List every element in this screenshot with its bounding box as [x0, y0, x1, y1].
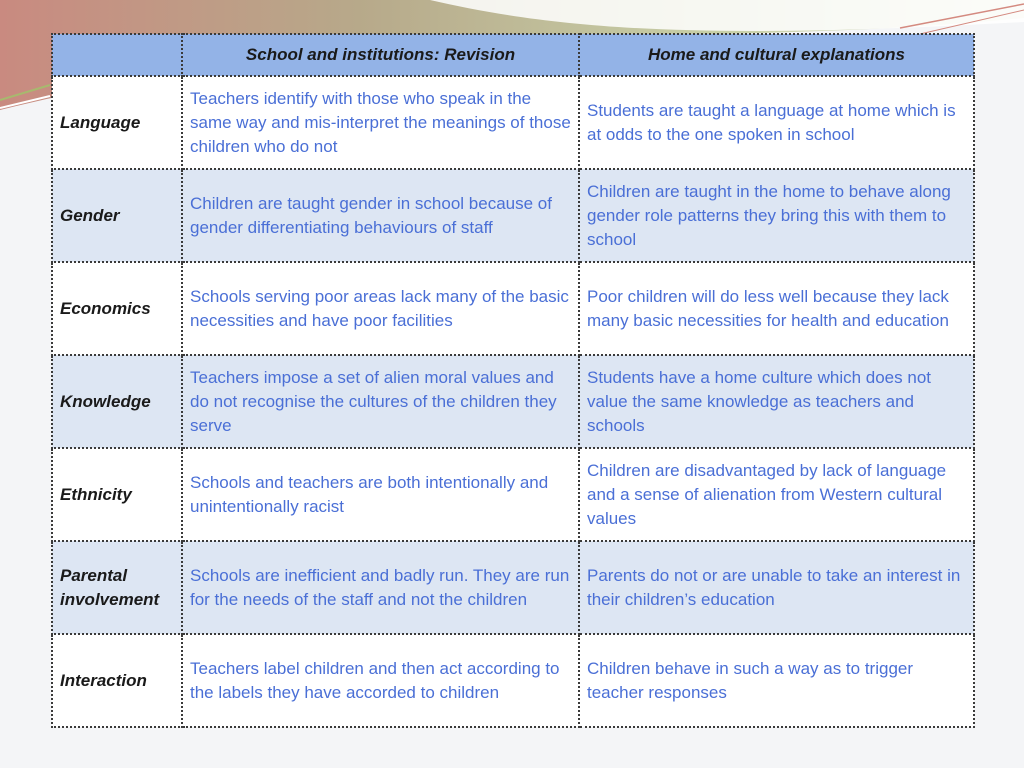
table-row-language: [52, 76, 974, 169]
header-home-column: Home and cultural explanations: [579, 34, 974, 76]
header-corner-cell: [52, 34, 182, 76]
table-row-knowledge: [52, 355, 974, 448]
table-row-gender: [52, 169, 974, 262]
row-label: Language: [52, 76, 182, 169]
home-cell: Children behave in such a way as to trigger teacher responses: [579, 634, 974, 727]
home-cell: Poor children will do less well because they lack many basic necessities for health and education: [579, 262, 974, 355]
table-row-ethnicity: [52, 448, 974, 541]
comparison-table-container: [51, 33, 973, 734]
home-cell: Parents do not or are unable to take an interest in their children’s education: [579, 541, 974, 634]
row-label: Economics: [52, 262, 182, 355]
table-row-economics: [52, 262, 974, 355]
school-cell: Schools and teachers are both intentionally and unintentionally racist: [182, 448, 579, 541]
school-cell: Schools serving poor areas lack many of the basic necessities and have poor facilities: [182, 262, 579, 355]
header-school-column: School and institutions: Revision: [182, 34, 579, 76]
row-label: Gender: [52, 169, 182, 262]
school-cell: Teachers impose a set of alien moral values and do not recognise the cultures of the children they serve: [182, 355, 579, 448]
row-label: Interaction: [52, 634, 182, 727]
home-cell: Students have a home culture which does not value the same knowledge as teachers and schools: [579, 355, 974, 448]
table-row-interaction: [52, 634, 974, 727]
row-label: Knowledge: [52, 355, 182, 448]
school-cell: Children are taught gender in school because of gender differentiating behaviours of staff: [182, 169, 579, 262]
school-cell: Schools are inefficient and badly run. They are run for the needs of the staff and not the children: [182, 541, 579, 634]
table-header-row: [52, 34, 974, 76]
row-label: Parental involvement: [52, 541, 182, 634]
home-cell: Children are disadvantaged by lack of language and a sense of alienation from Western cultural values: [579, 448, 974, 541]
home-cell: Children are taught in the home to behave along gender role patterns they bring this with them to school: [579, 169, 974, 262]
table-row-parental-involvement: [52, 541, 974, 634]
comparison-table: [51, 33, 975, 728]
school-cell: Teachers identify with those who speak in the same way and mis-interpret the meanings of those children who do not: [182, 76, 579, 169]
home-cell: Students are taught a language at home which is at odds to the one spoken in school: [579, 76, 974, 169]
row-label: Ethnicity: [52, 448, 182, 541]
school-cell: Teachers label children and then act according to the labels they have accorded to children: [182, 634, 579, 727]
